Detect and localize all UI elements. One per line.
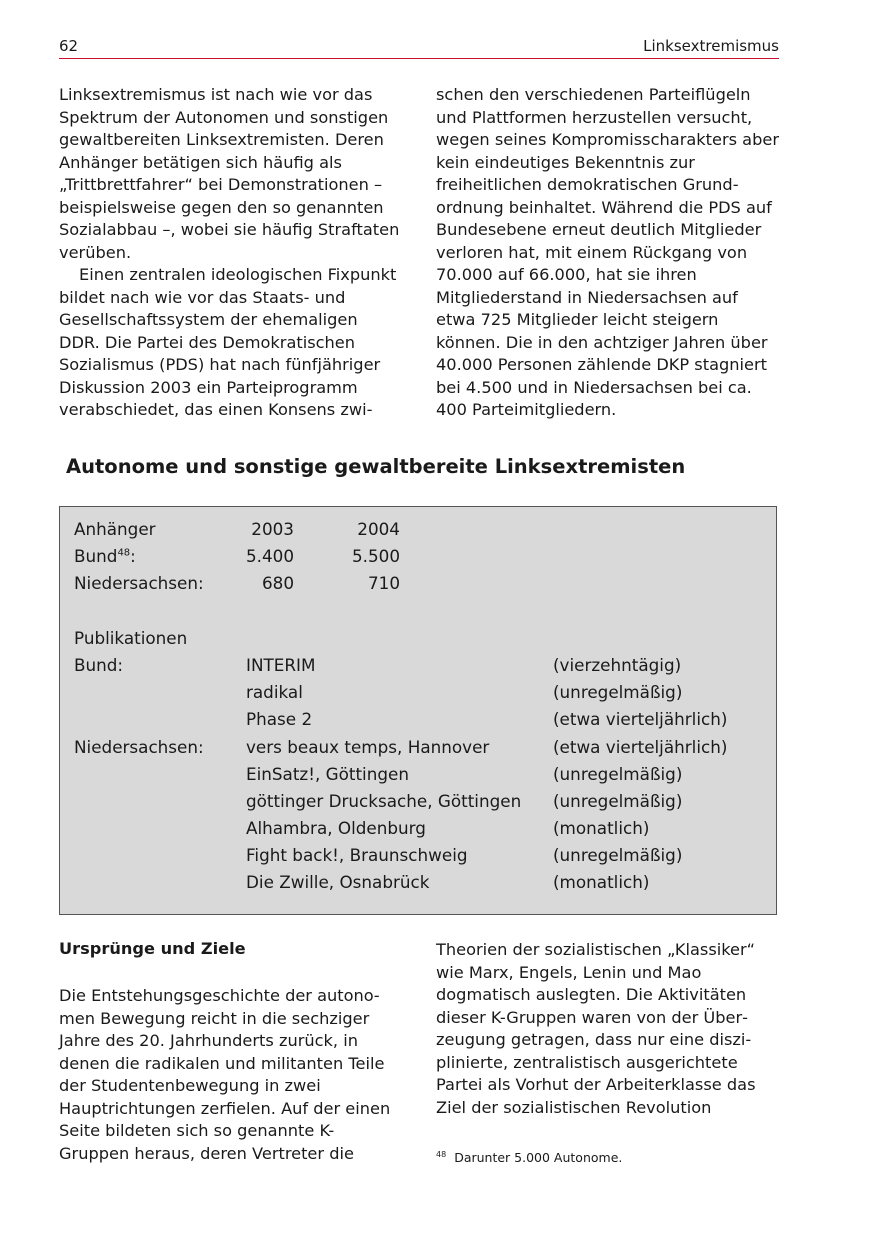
publications-label: Publikationen	[74, 628, 188, 648]
publication-frequency: (etwa vierteljährlich)	[553, 709, 728, 729]
ns-2003-value: 680	[261, 573, 294, 593]
publication-frequency: (unregelmäßig)	[553, 845, 683, 865]
publication-frequency: (vierzehntägig)	[553, 655, 682, 675]
origins-right-column	[436, 939, 781, 1119]
supporters-label: Anhänger	[74, 519, 156, 539]
publications-group-bund: Bund:	[74, 655, 124, 675]
publication-title: göttinger Drucksache, Göttingen	[246, 791, 522, 811]
year-2003-header: 2003	[251, 519, 294, 539]
intro-right-column	[436, 84, 781, 422]
intro-paragraph-2: Einen zentralen ideologischen Fixpunkt bildet nach wie vor das Staats- und Gesellschaftssystem der ehemaligen DDR. Die Partei des Demokratischen Sozialismus (PDS) hat nach fünfjähriger Diskussion 2003 ein Parteiprogramm verabschiedet, das einen Konsens zwi-	[59, 265, 397, 419]
publication-title: INTERIM	[246, 655, 316, 675]
ns-2004-value: 710	[367, 573, 400, 593]
footnote	[436, 1150, 622, 1165]
supporters-row-niedersachsen: Niedersachsen:	[74, 573, 204, 593]
publication-frequency: (unregelmäßig)	[553, 682, 683, 702]
publications-group-niedersachsen: Niedersachsen:	[74, 737, 204, 757]
footnote-text: Darunter 5.000 Autonome.	[454, 1150, 623, 1166]
publication-frequency: (etwa vierteljährlich)	[553, 737, 728, 757]
origins-paragraph-1: Die Entstehungsgeschichte der autonomen Bewegung reicht in die sechziger Jahre des 20. Jahrhunderts zurück, in denen die radikalen und militanten Teile der Studentenbewegung in zwei Hauptrichtungen zerfielen. Auf der einen Seite bildeten sich so genannte K-Gruppen heraus, deren Vertreter die	[59, 986, 391, 1163]
intro-left-column	[59, 84, 403, 422]
intro-paragraph-3: schen den verschiedenen Parteiflügeln und Plattformen herzustellen versucht, wegen seines Kompromisscharakters aber kein eindeutiges Bekenntnis zur freiheitlichen demokratischen Grundordnung beinhaltet. Während die PDS auf Bundesebene erneut deutlich Mitglieder verloren hat, mit einem Rückgang von 70.000 auf 66.000, hat sie ihren Mitgliederstand in Niedersachsen auf etwa 725 Mitglieder leicht steigern können. Die in den achtziger Jahren über 40.000 Personen zählende DKP stagniert bei 4.500 und in Niedersachsen bei ca. 400 Parteimitgliedern.	[436, 85, 779, 419]
running-title: Linksextremismus	[643, 37, 779, 55]
publication-frequency: (unregelmäßig)	[553, 764, 683, 784]
publication-title: radikal	[246, 682, 303, 702]
publication-title: Phase 2	[246, 709, 313, 729]
footnote-marker: 48	[117, 547, 131, 559]
publication-frequency: (monatlich)	[553, 872, 650, 892]
publication-title: Die Zwille, Osnabrück	[246, 872, 430, 892]
year-2004-header: 2004	[357, 519, 400, 539]
publication-frequency: (monatlich)	[553, 818, 650, 838]
origins-paragraph-2: Theorien der sozialistischen „Klassiker“ wie Marx, Engels, Lenin und Mao dogmatisch auslegten. Die Aktivitäten dieser K-Gruppen waren von der Überzeugung getragen, dass nur eine disziplinierte, zentralistisch ausgerichtete Partei als Vorhut der Arbeiterklasse das Ziel der sozialistischen Revolution	[436, 940, 756, 1117]
origins-left-column	[59, 985, 403, 1165]
publication-title: vers beaux temps, Hannover	[246, 737, 490, 757]
publication-frequency: (unregelmäßig)	[553, 791, 683, 811]
info-box	[59, 506, 777, 915]
bund-2003-value: 5.400	[245, 546, 294, 566]
section-title: Autonome und sonstige gewaltbereite Linksextremisten	[66, 455, 686, 478]
publication-title: Alhambra, Oldenburg	[246, 818, 426, 838]
footnote-number: 48	[436, 1150, 447, 1159]
bund-2004-value: 5.500	[351, 546, 400, 566]
intro-paragraph-1: Linksextremismus ist nach wie vor das Spektrum der Autonomen und sonstigen gewaltbereiten Linksextremisten. Deren Anhänger betätigen sich häufig als „Trittbrettfahrer“ bei Demonstrationen – beispielsweise gegen den so genannten Sozialabbau –, wobei sie häufig Straftaten verüben.	[59, 85, 400, 262]
supporters-row-bund: Bund$^{48}$:	[74, 546, 136, 566]
origins-heading: Ursprünge und Ziele	[59, 939, 246, 958]
publication-title: Fight back!, Braunschweig	[246, 845, 468, 865]
publication-title: EinSatz!, Göttingen	[246, 764, 409, 784]
page-number: 62	[59, 37, 79, 55]
header-rule	[59, 58, 779, 59]
